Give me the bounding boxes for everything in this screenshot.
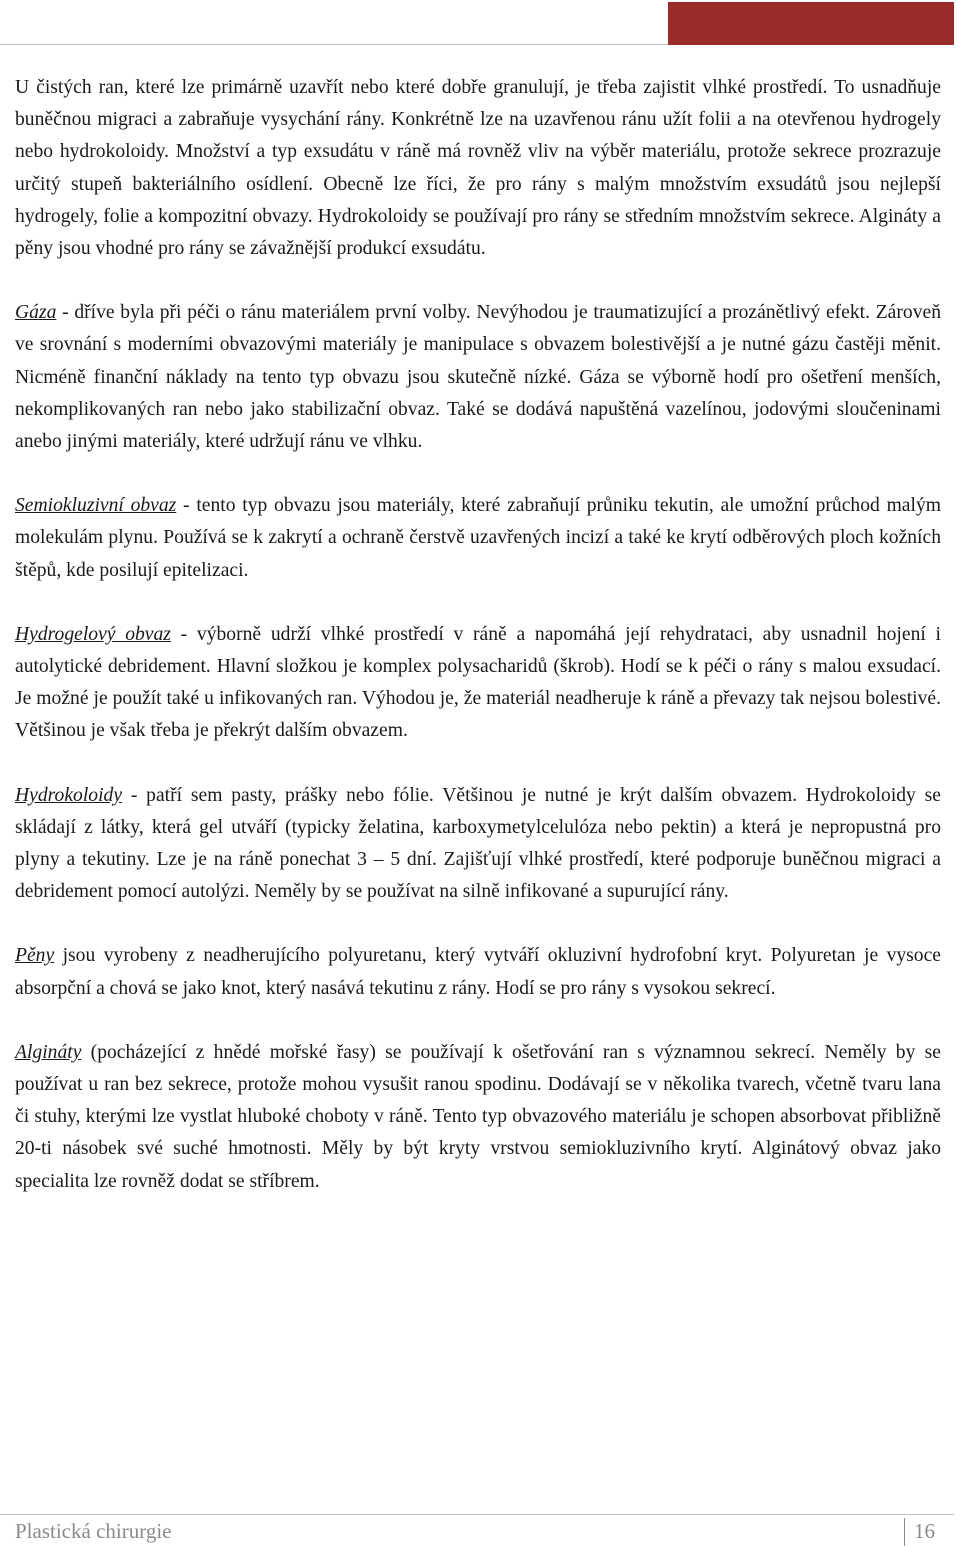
paragraph-text: - patří sem pasty, prášky nebo fólie. Většinou je nutné je krýt dalším obvazem. Hydrokoloidy se skládají z látky, která gel utváří (typicky želatina, karboxymetylcelulóza nebo pektin) a která je nepropustná pro plyny a tekutiny. Lze je na ráně ponechat 3 – 5 dní. Zajišťují vlhké prostředí, které podporuje buněčnou migraci a debridement pomocí autolýzi. Neměly by se používat na silně infikované a supurující rány. [15, 784, 941, 903]
footer-title: Plastická chirurgie [15, 1519, 172, 1543]
header-accent-block [668, 2, 954, 45]
paragraph-text: - dříve byla při péči o ránu materiálem první volby. Nevýhodou je traumatizující a prozánětlivý efekt. Zároveň ve srovnání s moderními obvazovými materiály je manipulace s obvazem bolestivější a je nutné gázu častěji měnit. Nicméně finanční náklady na tento typ obvazu jsou skutečně nízké. Gáza se výborně hodí pro ošetření menších, nekomplikovaných ran nebo jako stabilizační obvaz. Také se dodává napuštěná vazelínou, jodovými sloučeninami anebo jinými materiály, které udržují ránu ve vlhku. [15, 302, 941, 453]
paragraph-gaza [15, 297, 941, 458]
paragraph-alginaty [15, 1037, 941, 1198]
term-semiokluzivni: Semiokluzivní obvaz [15, 495, 177, 517]
paragraph-semiokluzivni [15, 490, 941, 587]
term-gaza: Gáza [15, 302, 57, 324]
footer-rule [0, 1514, 954, 1515]
paragraph-intro [15, 72, 941, 265]
page-number: 16 [914, 1519, 935, 1543]
paragraph-peny [15, 940, 941, 1004]
term-hydrogel: Hydrogelový obvaz [15, 623, 171, 645]
paragraph-hydrogel [15, 619, 941, 748]
paragraph-text: - výborně udrží vlhké prostředí v ráně a napomáhá její rehydrataci, aby usnadnil hojení i autolytické debridement. Hlavní složkou je komplex polysacharidů (škrob). Hodí se k péči o rány s malou exsudací. Je možné je použít také u infikovaných ran. Výhodou je, že materiál neadheruje k ráně a převazy tak nejsou bolestivé. Většinou je však třeba je překrýt dalším obvazem. [15, 623, 941, 742]
footer-separator [904, 1518, 905, 1546]
document-body [15, 72, 941, 1230]
paragraph-hydrokoloidy [15, 780, 941, 909]
paragraph-text: (pocházející z hnědé mořské řasy) se používají k ošetřování ran s významnou sekrecí. Neměly by se používat u ran bez sekrece, protože mohou vysušit ranou spodinu. Dodávají se v několika tvarech, včetně tvaru lana či stuhy, kterými lze vystlat hluboké choboty v ráně. Tento typ obvazového materiálu je schopen absorbovat přibližně 20-ti násobek své suché hmotnosti. Měly by být kryty vrstvou semiokluzivního krytí. Alginátový obvaz jako specialita lze rovněž dodat se stříbrem. [15, 1041, 941, 1192]
term-hydrokoloidy: Hydrokoloidy [15, 784, 123, 806]
paragraph-text: jsou vyrobeny z neadherujícího polyuretanu, který vytváří okluzivní hydrofobní kryt. Polyuretan je vysoce absorpční a chová se jako knot, který nasává tekutinu z rány. Hodí se pro rány s vysokou sekrecí. [15, 945, 941, 999]
term-alginaty: Algináty [15, 1041, 82, 1063]
term-peny: Pěny [15, 945, 55, 967]
header-rule [0, 44, 668, 45]
paragraph-text: - tento typ obvazu jsou materiály, které zabraňují průniku tekutin, ale umožní průchod malým molekulám plynu. Používá se k zakrytí a ochraně čerstvě uzavřených incizí a také ke krytí odběrových ploch kožních štěpů, kde posilují epitelizaci. [15, 495, 941, 581]
paragraph-text: U čistých ran, které lze primárně uzavřít nebo které dobře granulují, je třeba zajistit vlhké prostředí. To usnadňuje buněčnou migraci a zabraňuje vysychání rány. Konkrétně lze na uzavřenou ránu užít folii a na otevřenou hydrogely nebo hydrokoloidy. Množství a typ exsudátu v ráně má rovněž vliv na výběr materiálu, protože sekrece prozrazuje určitý stupeň bakteriálního osídlení. Obecně lze říci, že pro rány s malým množstvím exsudátů jsou nejlepší hydrogely, folie a kompozitní obvazy. Hydrokoloidy se používají pro rány se středním množstvím sekrece. Algináty a pěny jsou vhodné pro rány se závažnější produkcí exsudátu. [15, 77, 941, 260]
